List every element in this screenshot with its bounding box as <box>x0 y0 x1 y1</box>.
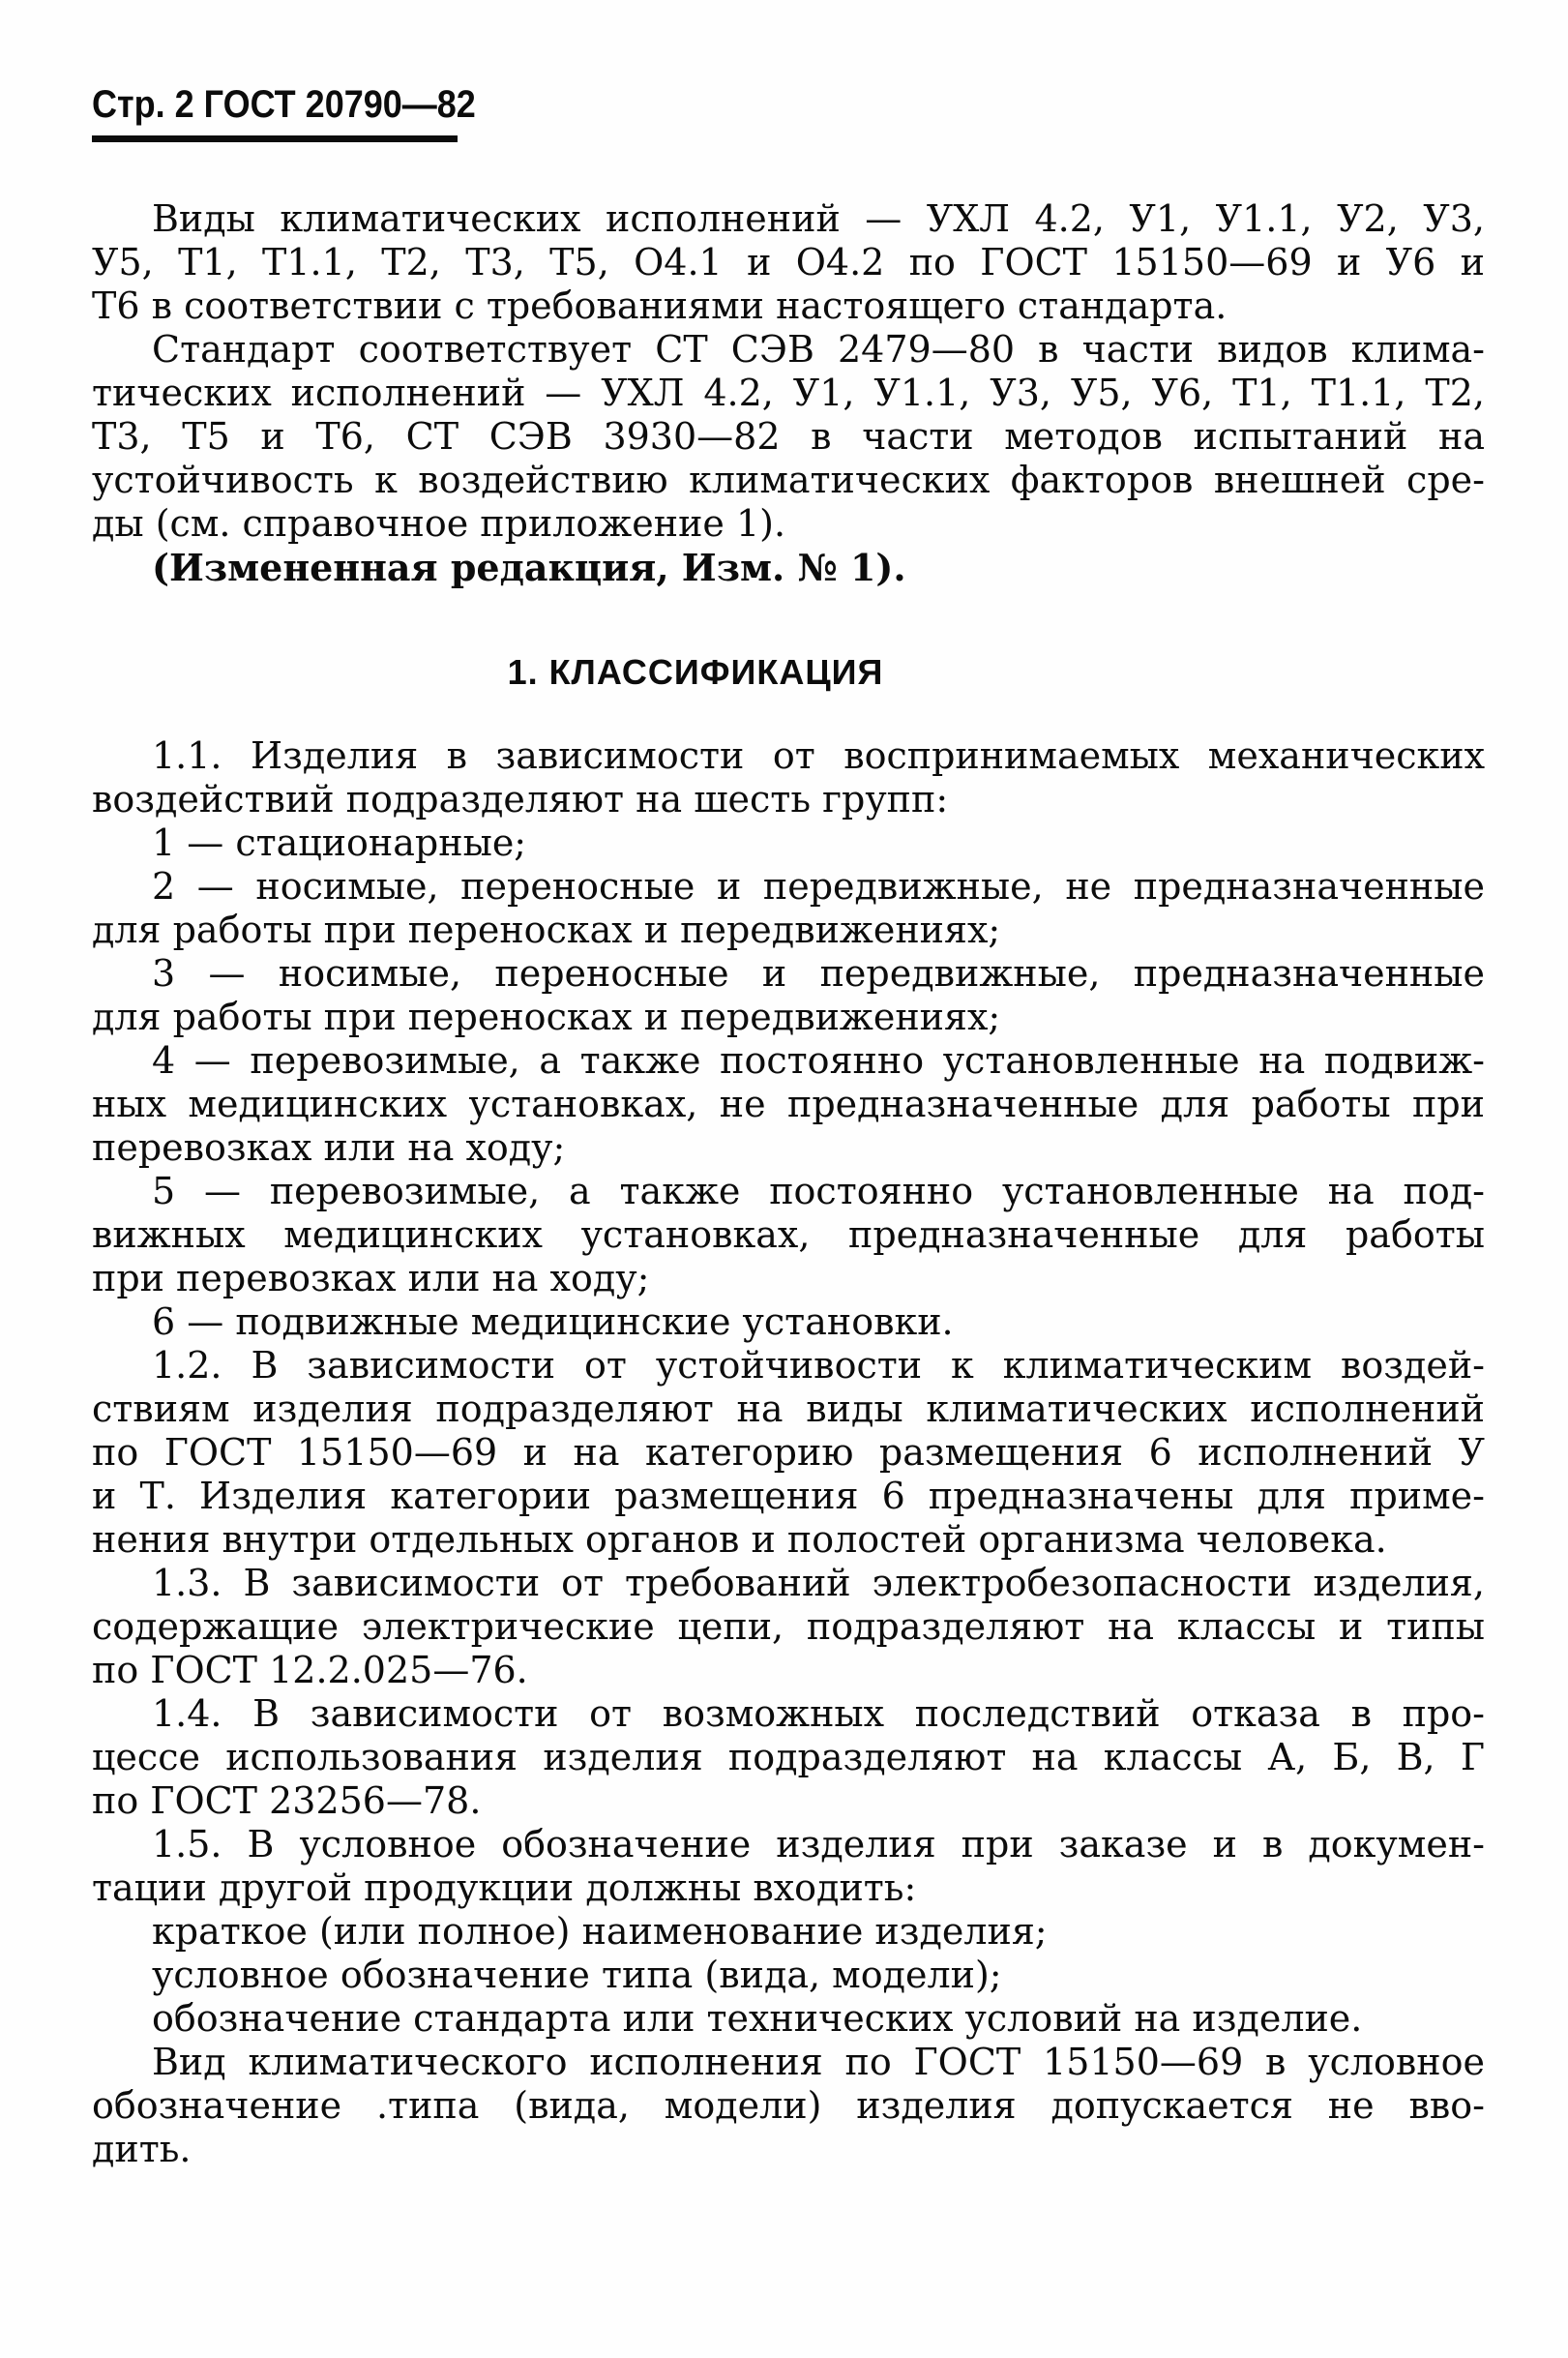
section-heading <box>0 651 1392 694</box>
text-line: 2 — носимые, переносные и передвижные, не предназначенные <box>152 865 1485 908</box>
text-line: по ГОСТ 15150—69 и на категорию размещения 6 исполнений У <box>92 1431 1485 1474</box>
paragraph <box>92 1997 1485 2041</box>
text-line: ствиям изделия подразделяют на виды климатических исполнений <box>92 1388 1485 1430</box>
text-line: по ГОСТ 12.2.025—76. <box>92 1649 528 1691</box>
text-line: Т3, Т5 и Т6, СТ СЭВ 3930—82 в части методов испытаний на <box>92 415 1485 458</box>
paragraph <box>92 1039 1485 1170</box>
text-line: 5 — перевозимые, а также постоянно установленные на под- <box>152 1170 1485 1212</box>
text-line: 1. КЛАССИФИКАЦИЯ <box>507 652 884 692</box>
paragraph <box>92 865 1485 952</box>
text-line: ды (см. справочное приложение 1). <box>92 502 786 545</box>
text-line: дить. <box>92 2128 192 2170</box>
text-line: условное обозначение типа (вида, модели); <box>152 1954 1002 1996</box>
text-line: 1.4. В зависимости от возможных последствий отказа в про- <box>152 1692 1485 1735</box>
text-line: перевозках или на ходу; <box>92 1126 566 1169</box>
text-line: по ГОСТ 23256—78. <box>92 1779 482 1822</box>
text-line: Т6 в соответствии с требованиями настоящего стандарта. <box>92 284 1228 327</box>
text-line: для работы при переносках и передвижениях; <box>92 996 1001 1038</box>
text-line: 1 — стационарные; <box>152 821 527 864</box>
text-line: 1.5. В условное обозначение изделия при заказе и в докумен- <box>152 1823 1485 1866</box>
paragraph <box>92 1954 1485 1997</box>
paragraph <box>92 1910 1485 1954</box>
paragraph <box>92 1300 1485 1344</box>
text-line: 6 — подвижные медицинские установки. <box>152 1300 954 1343</box>
text-line: обозначение стандарта или технических условий на изделие. <box>152 1997 1363 2040</box>
text-line: 1.2. В зависимости от устойчивости к климатическим воздей- <box>152 1344 1485 1387</box>
text-line: Виды климатических исполнений — УХЛ 4.2, У1, У1.1, У2, У3, <box>152 197 1485 240</box>
text-line: при перевозках или на ходу; <box>92 1257 650 1299</box>
text-line: У5, Т1, Т1.1, Т2, Т3, Т5, О4.1 и О4.2 по ГОСТ 15150—69 и У6 и <box>92 241 1485 284</box>
text-line: краткое (или полное) наименование изделия; <box>152 1910 1048 1953</box>
text-line: тации другой продукции должны входить: <box>92 1866 917 1909</box>
text-line: вижных медицинских установках, предназначенные для работы <box>92 1213 1485 1256</box>
text-line: для работы при переносках и передвижениях; <box>92 909 1001 951</box>
text-line: обозначение .типа (вида, модели) изделия допускается не вво- <box>92 2084 1485 2127</box>
text-line: 4 — перевозимые, а также постоянно установленные на подвиж- <box>152 1039 1485 1082</box>
text-line: содержащие электрические цепи, подразделяют на классы и типы <box>92 1605 1485 1648</box>
paragraph <box>92 821 1485 865</box>
text-line: цессе использования изделия подразделяют на классы А, Б, В, Г <box>92 1736 1485 1778</box>
text-line: 1.1. Изделия в зависимости от воспринимаемых механических <box>152 734 1485 777</box>
text-line: ных медицинских установках, не предназначенные для работы при <box>92 1083 1485 1125</box>
paragraph <box>92 734 1485 821</box>
text-line: и Т. Изделия категории размещения 6 предназначены для приме- <box>92 1475 1485 1517</box>
page-header-label: Стр. 2 ГОСТ 20790—82 <box>92 83 476 126</box>
paragraph <box>92 197 1485 328</box>
document-body <box>0 142 1568 2171</box>
paragraph <box>92 2041 1485 2171</box>
paragraph <box>92 1823 1485 1910</box>
paragraph <box>92 1170 1485 1300</box>
text-line: Вид климатического исполнения по ГОСТ 15150—69 в условное <box>152 2041 1485 2083</box>
text-line: (Измененная редакция, Изм. № 1). <box>152 546 906 589</box>
paragraph <box>92 328 1485 546</box>
text-line: устойчивость к воздействию климатических факторов внешней сре- <box>92 459 1485 501</box>
text-line: тических исполнений — УХЛ 4.2, У1, У1.1, У3, У5, У6, Т1, Т1.1, Т2, <box>92 372 1485 414</box>
text-line: Стандарт соответствует СТ СЭВ 2479—80 в части видов клима- <box>152 328 1485 371</box>
text-line: 1.3. В зависимости от требований электробезопасности изделия, <box>152 1562 1485 1604</box>
amendment-note <box>92 546 1485 589</box>
text-line: нения внутри отдельных органов и полостей организма человека. <box>92 1518 1387 1561</box>
header-rule <box>92 135 458 142</box>
text-line: 3 — носимые, переносные и передвижные, предназначенные <box>152 952 1485 995</box>
paragraph <box>92 1344 1485 1562</box>
paragraph <box>92 1692 1485 1823</box>
text-line: воздействий подразделяют на шесть групп: <box>92 778 949 821</box>
paragraph <box>92 1562 1485 1692</box>
page-header <box>0 0 1568 142</box>
paragraph <box>92 952 1485 1039</box>
